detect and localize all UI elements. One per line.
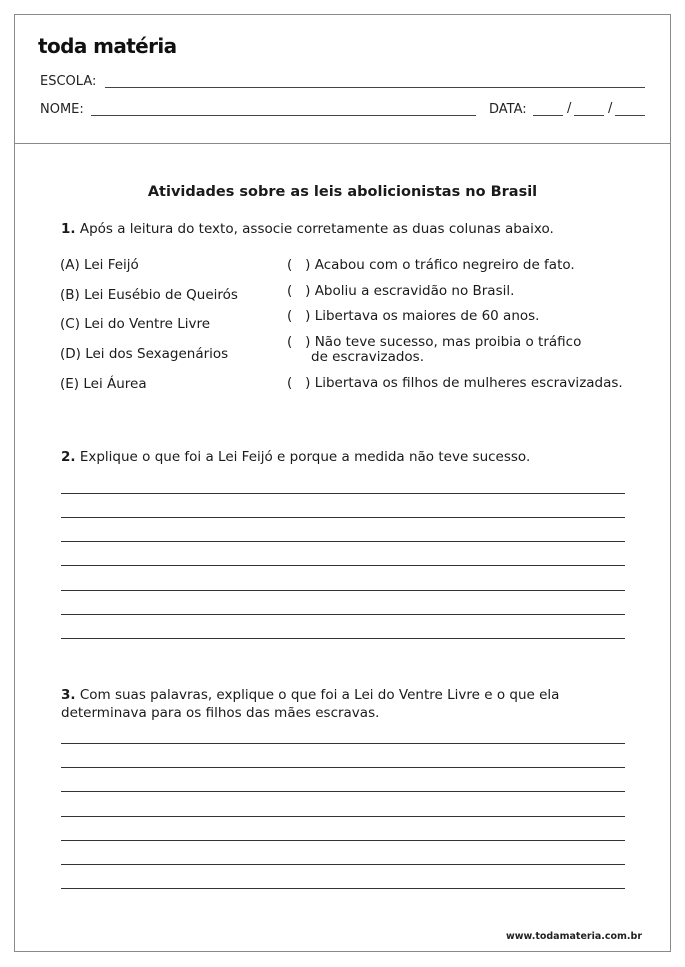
match-item-1[interactable]: ( ) Acabou com o tráfico negreiro de fato. xyxy=(287,257,575,273)
answer-line[interactable] xyxy=(61,767,625,768)
match-item-4[interactable]: ( ) Não teve sucesso, mas proibia o tráfico xyxy=(287,334,582,350)
question-1 xyxy=(61,220,554,238)
match-item-5[interactable]: ( ) Libertava os filhos de mulheres escravizadas. xyxy=(287,375,623,391)
question-text: Após a leitura do texto, associe corretamente as duas colunas abaixo. xyxy=(79,221,554,237)
answer-line[interactable] xyxy=(61,743,625,744)
header-divider xyxy=(14,143,671,144)
date-month-field[interactable] xyxy=(574,115,604,116)
question-number: 3. xyxy=(61,687,76,703)
answer-line[interactable] xyxy=(61,541,625,542)
question-number: 1. xyxy=(61,221,76,237)
option-e: (E) Lei Áurea xyxy=(60,376,147,392)
date-separator: / xyxy=(567,101,572,116)
answer-line[interactable] xyxy=(61,590,625,591)
logo: toda matéria xyxy=(38,34,177,58)
question-text: Explique o que foi a Lei Feijó e porque a medida não teve sucesso. xyxy=(79,449,531,465)
date-separator: / xyxy=(608,101,613,116)
match-item-4-continuation: de escravizados. xyxy=(311,349,425,365)
option-b: (B) Lei Eusébio de Queirós xyxy=(60,287,238,303)
school-label: ESCOLA: xyxy=(40,74,97,89)
answer-line[interactable] xyxy=(61,840,625,841)
date-day-field[interactable] xyxy=(533,115,563,116)
option-c: (C) Lei do Ventre Livre xyxy=(60,316,211,332)
option-d: (D) Lei dos Sexagenários xyxy=(60,346,229,362)
worksheet-title: Atividades sobre as leis abolicionistas no Brasil xyxy=(147,184,538,200)
match-item-3[interactable]: ( ) Libertava os maiores de 60 anos. xyxy=(287,308,540,324)
answer-line[interactable] xyxy=(61,864,625,865)
question-3 xyxy=(61,686,559,722)
question-2 xyxy=(61,448,530,466)
school-field[interactable] xyxy=(105,87,645,88)
question-text: Com suas palavras, explique o que foi a Lei do Ventre Livre e o que ela xyxy=(79,687,560,703)
footer-url: www.todamateria.com.br xyxy=(505,931,642,942)
name-field[interactable] xyxy=(91,115,476,116)
date-year-field[interactable] xyxy=(615,115,645,116)
name-label: NOME: xyxy=(40,102,84,117)
match-item-2[interactable]: ( ) Aboliu a escravidão no Brasil. xyxy=(287,283,515,299)
answer-line[interactable] xyxy=(61,638,625,639)
option-a: (A) Lei Feijó xyxy=(60,257,139,273)
answer-line[interactable] xyxy=(61,493,625,494)
answer-line[interactable] xyxy=(61,888,625,889)
answer-line[interactable] xyxy=(61,517,625,518)
question-number: 2. xyxy=(61,449,76,465)
answer-line[interactable] xyxy=(61,614,625,615)
date-label: DATA: xyxy=(489,102,527,117)
answer-line[interactable] xyxy=(61,565,625,566)
answer-line[interactable] xyxy=(61,816,625,817)
question-text: determinava para os filhos das mães escravas. xyxy=(61,705,380,721)
answer-line[interactable] xyxy=(61,791,625,792)
worksheet-border xyxy=(14,14,671,952)
